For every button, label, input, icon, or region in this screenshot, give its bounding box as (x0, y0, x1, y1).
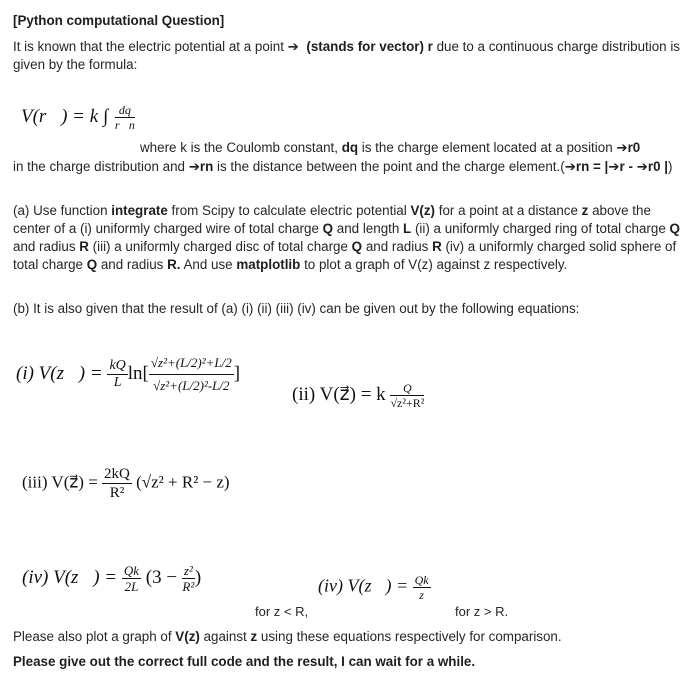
question-heading: [Python computational Question] (13, 13, 225, 28)
plot-instruction: Please also plot a graph of V(z) against z using these equations respectively for comparison. (13, 629, 562, 644)
equation-iii: (iii) V(z⃗) = $\frac{2kQ}{\text{R²}}$ (√z² + R² − z) (22, 466, 230, 501)
part-b-paragraph: (b) It is also given that the result of (a) (i) (ii) (iii) (iv) can be given out by the following equations: (13, 301, 580, 316)
intro-paragraph: It is known that the electric potential at a point ➔ (stands for vector) r due to a continuous charge distribution is given by the formula: (13, 39, 680, 72)
where-continuation: in the charge distribution and ➔rn is the distance between the point and the charge element.(➔rn = |➔r - ➔r0 |) (13, 159, 673, 174)
where-line: where k is the Coulomb constant, dq is the charge element located at a position ➔r0 (140, 140, 641, 155)
condition-z-greater-R: for z > R. (455, 604, 509, 619)
equation-iv-a: (iv) V(z⃗) = $\frac{Qk}{2L}$ (3 − $\frac{\text{z²}}{\text{R²}}$ ) (22, 563, 202, 594)
equation-iv-b: (iv) V(z⃗) = $\frac{Qk}{z}$ (318, 573, 429, 602)
part-a-paragraph: (a) Use function integrate from Scipy to calculate electric potential V(z) for a point at a distance z above the center of a (i) uniformly charged wire of total charge Q and length L (ii) a uniformly charged ring of total charge Q and radius R (iii) a uniformly charged disc of total charge Q and radius R (iv) a uniformly charged solid sphere of total charge Q and radius R. And use matplotlib to plot a graph of V(z) against z respectively. (13, 203, 680, 272)
condition-z-less-R: for z < R, (255, 604, 309, 619)
final-request: Please give out the correct full code and the result, I can wait for a while. (13, 654, 476, 669)
equation-ii: (ii) V(z⃗) = k $\frac{Q}{\text{√z²+R²}}$ (292, 381, 425, 410)
arrow-icon: ➔ (287, 39, 299, 54)
equation-i: (i) V(z⃗) = $\frac{kQ}{L}$ ln[ $\frac{\text{√z²+(L/2)²+L/2}}{\text{√z²+(L/2)²-L/2}}$ ] (16, 352, 240, 397)
main-formula: V(r⃗) = k ∫ $\frac{dq}{r⃗n}$ (21, 103, 135, 132)
